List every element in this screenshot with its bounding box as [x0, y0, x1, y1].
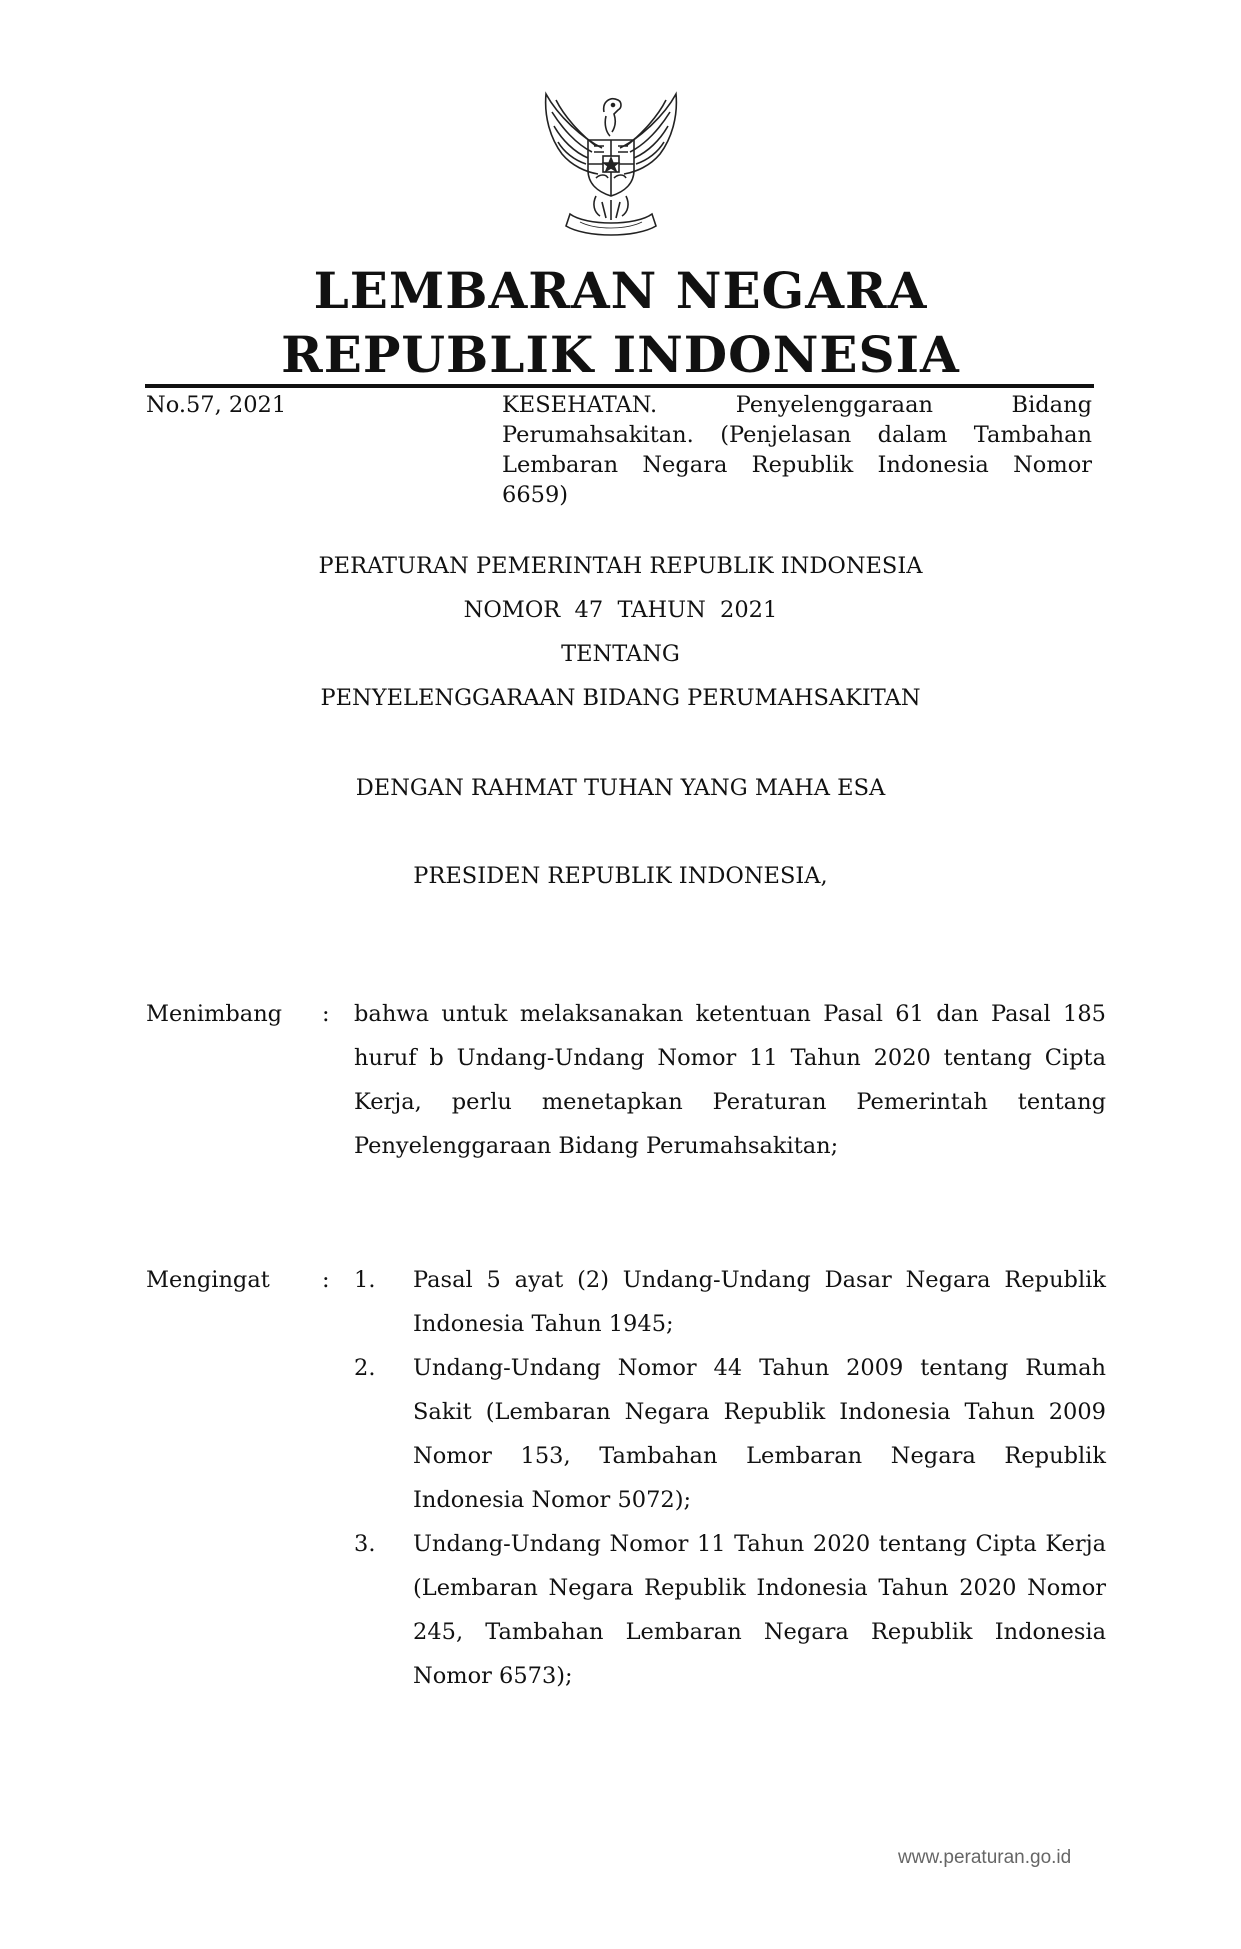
mengingat-item-number: 2. — [354, 1355, 376, 1381]
invocation: DENGAN RAHMAT TUHAN YANG MAHA ESA — [355, 775, 886, 801]
regulation-number: NOMOR 47 TAHUN 2021 — [463, 597, 778, 623]
mengingat-colon: : — [322, 1267, 330, 1293]
mengingat-item-text: Undang-Undang Nomor 44 Tahun 2009 tentang Rumah Sakit (Lembaran Negara Republik Indonesia Tahun 2009 Nomor 153, Tambahan Lembaran Negara Republik Indonesia Nomor 5072); — [413, 1355, 1106, 1513]
menimbang-colon: : — [322, 1001, 330, 1027]
regulation-title-line-1: PERATURAN PEMERINTAH REPUBLIK INDONESIA — [318, 553, 923, 579]
menimbang-text: bahwa untuk melaksanakan ketentuan Pasal 61 dan Pasal 185 huruf b Undang-Undang Nomor 11 Tahun 2020 tentang Cipta Kerja, perlu menetapkan Peraturan Pemerintah tentang Penyelenggaraan Bidang Perumahsakitan; — [354, 1001, 1106, 1159]
masthead-line-1: LEMBARAN NEGARA — [313, 261, 928, 320]
mengingat-item-number: 1. — [354, 1267, 376, 1293]
regulation-tentang: TENTANG — [561, 641, 680, 667]
president-heading: PRESIDEN REPUBLIK INDONESIA, — [413, 863, 828, 889]
footer-url[interactable]: www.peraturan.go.id — [898, 1847, 1072, 1868]
menimbang-label: Menimbang — [146, 1001, 283, 1027]
gazette-number: No.57, 2021 — [146, 392, 287, 418]
masthead-line-2: REPUBLIK INDONESIA — [281, 325, 960, 384]
mengingat-label: Mengingat — [146, 1267, 270, 1293]
mengingat-item-text: Undang-Undang Nomor 11 Tahun 2020 tentang Cipta Kerja (Lembaran Negara Republik Indonesia Tahun 2020 Nomor 245, Tambahan Lembaran Negara Republik Indonesia Nomor 6573); — [413, 1531, 1106, 1689]
mengingat-item-number: 3. — [354, 1531, 376, 1557]
regulation-subject: PENYELENGGARAAN BIDANG PERUMAHSAKITAN — [320, 685, 921, 711]
gazette-description: KESEHATAN. Penyelenggaraan Bidang Perumahsakitan. (Penjelasan dalam Tambahan Lembaran Negara Republik Indonesia Nomor 6659) — [502, 392, 1092, 508]
mengingat-item-text: Pasal 5 ayat (2) Undang-Undang Dasar Negara Republik Indonesia Tahun 1945; — [413, 1267, 1106, 1337]
masthead-divider — [145, 384, 1094, 388]
garuda-emblem-icon — [536, 86, 686, 242]
